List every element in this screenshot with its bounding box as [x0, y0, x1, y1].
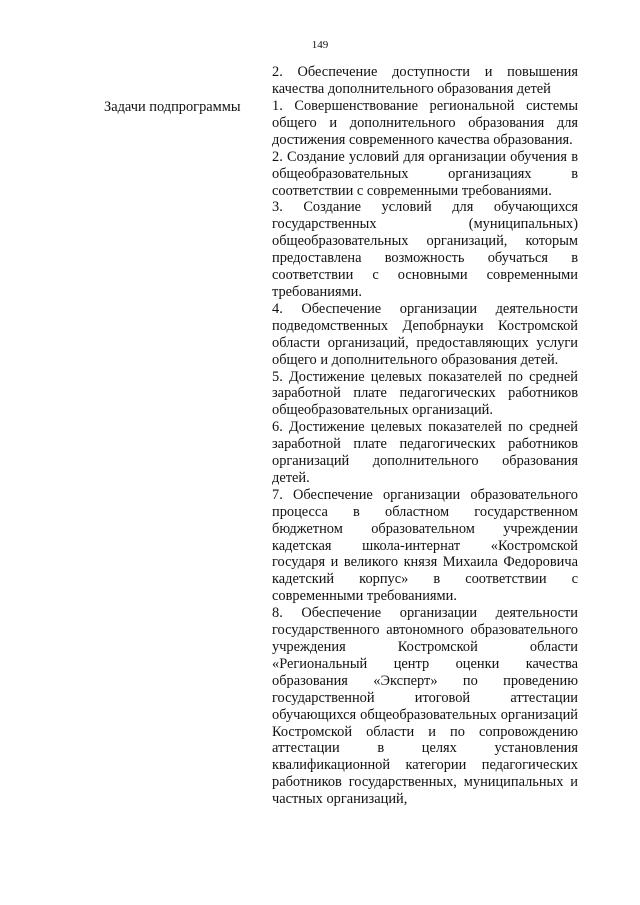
task-item-1: 1. Совершенствование региональной системы общего и дополнительного образования для достижения современного качества образования.	[272, 98, 578, 148]
task-item-2: 2. Создание условий для организации обучения в общеобразовательных организациях в соответствии с современными требованиями.	[272, 148, 578, 199]
goal-item-2: 2. Обеспечение доступности и повышения качества дополнительного образования детей	[272, 64, 578, 97]
task-item-7: 7. Обеспечение организации образовательного процесса в областном государственном бюджетном образовательном учреждении кадетская школа-интернат «Костромской государя и великого князя Михаила Федоровича кадетский корпус» в соответствии с современными требованиями.	[272, 486, 578, 605]
task-item-5: 5. Достижение целевых показателей по средней заработной плате педагогических работников общеобразовательных организаций.	[272, 368, 578, 419]
tasks-label: Задачи подпрограммы	[104, 99, 241, 115]
tasks-list	[272, 98, 578, 808]
goal-continuation-block	[272, 64, 578, 98]
task-item-8: 8. Обеспечение организации деятельности государственного автономного образовательного учреждения Костромской области «Региональный центр оценки качества образования «Эксперт» по проведению государственной итоговой аттестации обучающихся общеобразовательных организаций Костромской области и по сопровождению аттестации в целях установления квалификационной категории педагогических работников государственных, муниципальных и частных организаций,	[272, 605, 578, 808]
task-item-6: 6. Достижение целевых показателей по средней заработной плате педагогических работников организаций дополнительного образования детей.	[272, 419, 578, 486]
task-item-4: 4. Обеспечение организации деятельности подведомственных Депобрнауки Костромской области организаций, предоставляющих услуги общего и дополнительного образования детей.	[272, 300, 578, 368]
page-number: 149	[311, 39, 329, 51]
task-item-3: 3. Создание условий для обучающихся государственных (муниципальных) общеобразовательных организаций, которым предоставлена возможность обучаться в соответствии с основными современными требованиями.	[272, 199, 578, 300]
